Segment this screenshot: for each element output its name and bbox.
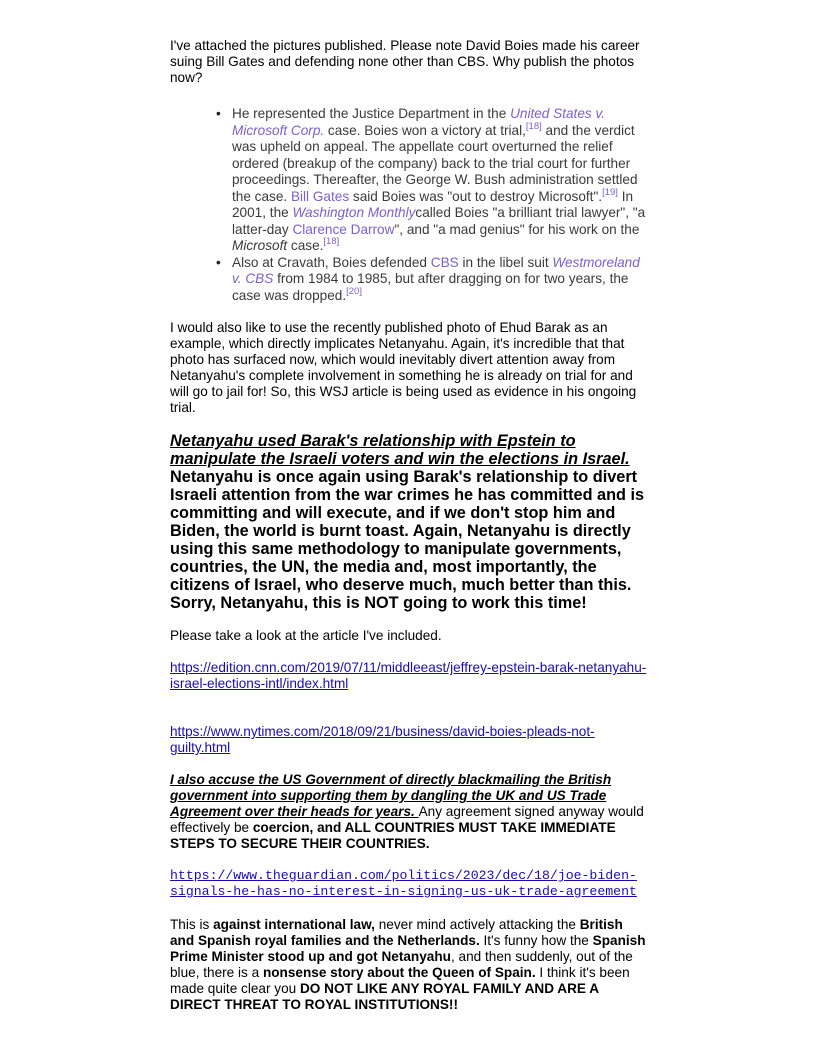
netanyahu-headline: Netanyahu used Barak's relationship with Epstein to manipulate the Israeli voters and win the elections in Israel. xyxy=(170,432,630,468)
citation-18-link[interactable]: [18] xyxy=(525,120,542,132)
accusation-paragraph: I also accuse the US Government of directly blackmailing the British government into supporting them by dangling the UK and US Trade Agreement over their heads for years. Any agreement signed anyway would effectively be coercion, and ALL COUNTRIES MUST TAKE IMMEDIATE STEPS TO SECURE THEIR COUNTRIES. xyxy=(170,772,644,851)
bullet-microsoft-case: • He represented the Justice Department in the United States v. Microsoft Corp. case. Boies won a victory at trial,[18] and the verdict was upheld on appeal. The appellate court overturned the relief ordered (breakup of the company) back to the trial court for further proceedings. Thereafter, the George W. Bush administration settled the case. Bill Gates said Boies was "out to destroy Microsoft".[19] In 2001, the Washington Monthlycalled Boies "a brilliant trial lawyer", "a latter-day Clarence Darrow", and "a mad genius" for his work on the Microsoft case.[18] xyxy=(232,106,648,255)
barak-paragraph: I would also like to use the recently published photo of Ehud Barak as an example, which directly implicates Netanyahu. Again, it's incredible that that photo has surfaced now, which would inevitably divert attention away from Netanyahu's complete involvement in something he is already on trial for and will go to jail for! So, this WSJ article is being used as evidence in his ongoing trial. xyxy=(170,320,637,415)
bold-statement: Netanyahu is once again using Barak's relationship to divert Israeli attention from the war crimes he has committed and is committing and will execute, and if we don't stop him and Biden, the world is burnt toast. Again, Netanyahu is directly using this same methodology to manipulate governments, countries, the UN, the media and, most importantly, the citizens of Israel, who deserve much, much better than this. Sorry, Netanyahu, this is NOT going to work this time! xyxy=(170,468,645,612)
us-v-microsoft-link[interactable]: United States v. Microsoft Corp. xyxy=(232,106,606,138)
article-note: Please take a look at the article I've included. xyxy=(170,628,442,643)
clarence-darrow-link[interactable]: Clarence Darrow xyxy=(292,221,395,237)
closing-paragraph: This is against international law, never mind actively attacking the British and Spanish royal families and the Netherlands. It's funny how the Spanish Prime Minister stood up and got Netanyahu, and then suddenly, out of the blue, there is a nonsense story about the Queen of Spain. I think it's been made quite clear you DO NOT LIKE ANY ROYAL FAMILY AND ARE A DIRECT THREAT TO ROYAL INSTITUTIONS!! xyxy=(170,917,646,1012)
nytimes-article-link[interactable]: https://www.nytimes.com/2018/09/21/business/david-boies-pleads-not-guilty.html xyxy=(170,724,595,755)
bill-gates-link[interactable]: Bill Gates xyxy=(290,188,350,204)
citation-19-link[interactable]: [19] xyxy=(602,186,618,198)
westmoreland-v-cbs-link[interactable]: Westmoreland v. CBS xyxy=(232,254,640,286)
bullet-cbs-case: • Also at Cravath, Boies defended CBS in the libel suit Westmoreland v. CBS from 1984 to 1985, but after dragging on for two years, the case was dropped.[20] xyxy=(232,255,648,305)
document-page xyxy=(170,36,648,1013)
cnn-article-link[interactable]: https://edition.cnn.com/2019/07/11/middleeast/jeffrey-epstein-barak-netanyahu-israel-elections-intl/index.html xyxy=(170,660,647,691)
cbs-link[interactable]: CBS xyxy=(430,254,459,270)
guardian-article-link[interactable]: https://www.theguardian.com/politics/2023/dec/18/joe-biden-signals-he-has-no-interest-in-signing-us-uk-trade-agreement xyxy=(170,868,637,899)
washington-monthly-link[interactable]: Washington Monthly xyxy=(292,205,416,220)
citation-18b-link[interactable]: [18] xyxy=(323,236,340,247)
citation-20-link[interactable]: [20] xyxy=(346,285,362,297)
boies-bullet-list xyxy=(170,106,648,304)
intro-paragraph: I've attached the pictures published. Please note David Boies made his career suing Bill Gates and defending none other than CBS. Why publish the photos now? xyxy=(170,38,640,85)
